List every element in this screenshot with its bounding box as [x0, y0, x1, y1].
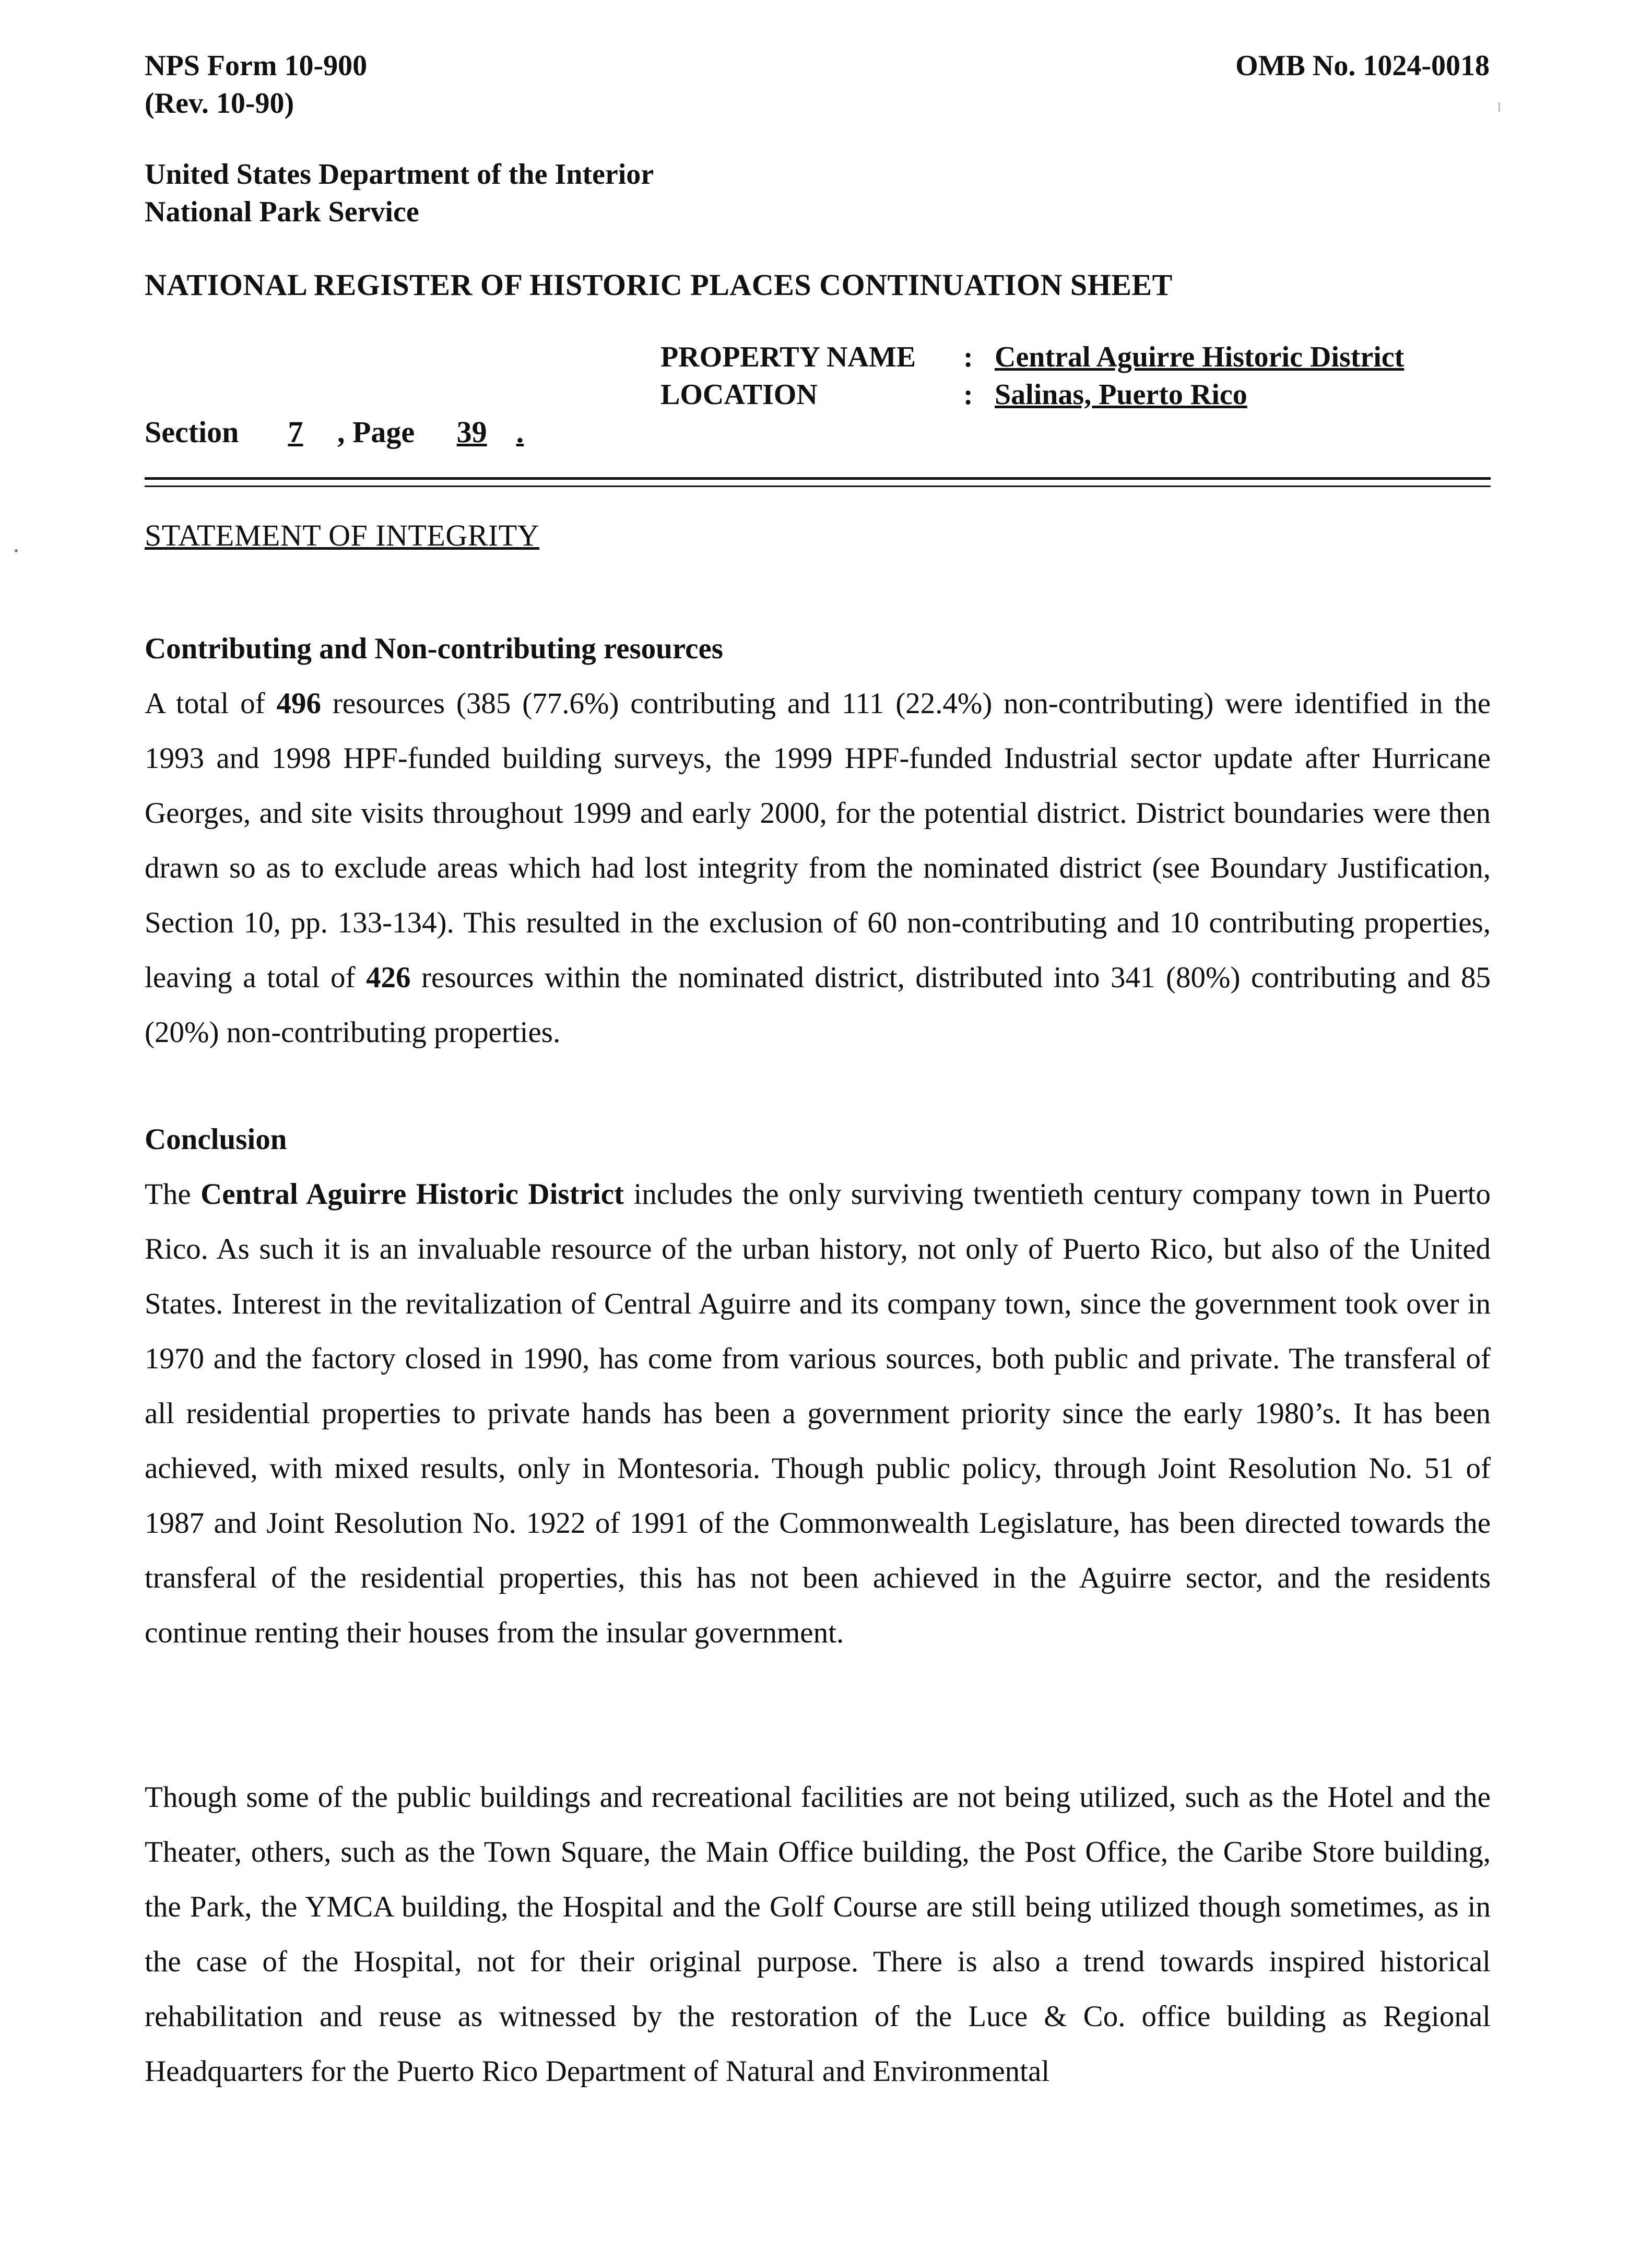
- statement-title: STATEMENT OF INTEGRITY: [145, 518, 540, 552]
- text-run: The: [145, 1178, 201, 1211]
- scan-speck: [15, 549, 18, 552]
- property-name-row: [660, 338, 1404, 376]
- property-name-label: PROPERTY NAME: [660, 341, 916, 373]
- form-name: NPS Form 10-900: [145, 50, 368, 82]
- location-row: [660, 376, 1404, 413]
- agency-block: [145, 156, 654, 231]
- text-run: resources within the nominated district, distributed into 341 (80%) contributing and 85 (20%) non-contributing properties.: [145, 961, 1491, 1049]
- conclusion-heading: Conclusion: [145, 1123, 287, 1156]
- omb-number: OMB No. 1024-0018: [1235, 50, 1490, 82]
- conclusion-continuation: [145, 1770, 1491, 2099]
- conclusion-paragraph-2: Though some of the public buildings and recreational facilities are not being utilized, such as the Hotel and the Theater, others, such as the Town Square, the Main Office building, the Post Office, the Caribe Store building, the Park, the YMCA building, the Hospital and the Golf Course are still being utilized though sometimes, as in the case of the Hospital, not for their original purpose. There is also a trend towards inspired historical rehabilitation and reuse as witnessed by the restoration of the Luce & Co. office building as Regional Headquarters for the Puerto Rico Department of Natural and Environmental: [145, 1781, 1491, 2088]
- sheet-title: NATIONAL REGISTER OF HISTORIC PLACES CONTINUATION SHEET: [145, 268, 1173, 302]
- divider-rule: [145, 486, 1491, 487]
- conclusion-paragraph: [145, 1167, 1491, 1660]
- text-run: resources (385 (77.6%) contributing and 111 (22.4%) non-contributing) were identified in the 1993 and 1998 HPF-funded building surveys, the 1999 HPF-funded Industrial sector update after Hurricane Georges, and site visits throughout 1999 and early 2000, for the potential district. District boundaries were then drawn so as to exclude areas which had lost integrity from the nominated district (see Boundary Justification, Section 10, pp. 133-134). This resulted in the exclusion of 60 non-contributing and 10 contributing properties, leaving a total of: [145, 687, 1491, 994]
- resources-heading: Contributing and Non-contributing resources: [145, 632, 723, 665]
- text-run: includes the only surviving twentieth century company town in Puerto Rico. As such it is an invaluable resource of the urban history, not only of Puerto Rico, but also of the United States. Interest in the revitalization of Central Aguirre and its company town, since the government took over in 1970 and the factory closed in 1990, has come from various sources, both public and private. The transferal of all residential properties to private hands has been a government priority since the early 1980’s. It has been achieved, with mixed results, only in Montesoria. Though public policy, through Joint Resolution No. 51 of 1987 and Joint Resolution No. 1922 of 1991 of the Commonwealth Legislature, has been directed towards the transferal of the residential properties, this has not been achieved in the Aguirre sector, and the residents continue renting their houses from the insular government.: [145, 1178, 1491, 1649]
- section-value: 7: [288, 415, 303, 449]
- page-label: Page: [352, 415, 415, 449]
- total-resources-count: 496: [276, 687, 321, 720]
- department-name: United States Department of the Interior: [145, 158, 654, 191]
- divider-rule: [145, 477, 1491, 480]
- remaining-resources-count: 426: [366, 961, 411, 994]
- section-label: Section: [145, 415, 239, 449]
- location-colon: :: [963, 378, 973, 411]
- property-block: [660, 338, 1404, 413]
- form-identifier: [145, 47, 367, 122]
- scan-speck: [1498, 102, 1500, 112]
- service-name: National Park Service: [145, 196, 419, 228]
- text-run: A total of: [145, 687, 277, 720]
- property-name-value: Central Aguirre Historic District: [995, 341, 1405, 373]
- location-value: Salinas, Puerto Rico: [995, 378, 1247, 411]
- location-label: LOCATION: [660, 378, 818, 411]
- property-name-colon: :: [963, 341, 973, 373]
- page-value: 39: [456, 415, 487, 449]
- section-page-line: Section 7 , Page 39 .: [145, 413, 524, 451]
- district-name: Central Aguirre Historic District: [200, 1178, 624, 1211]
- form-revision: (Rev. 10-90): [145, 87, 294, 120]
- resources-paragraph: [145, 676, 1491, 1060]
- resources-section: [145, 621, 1491, 1060]
- conclusion-section: [145, 1112, 1491, 1660]
